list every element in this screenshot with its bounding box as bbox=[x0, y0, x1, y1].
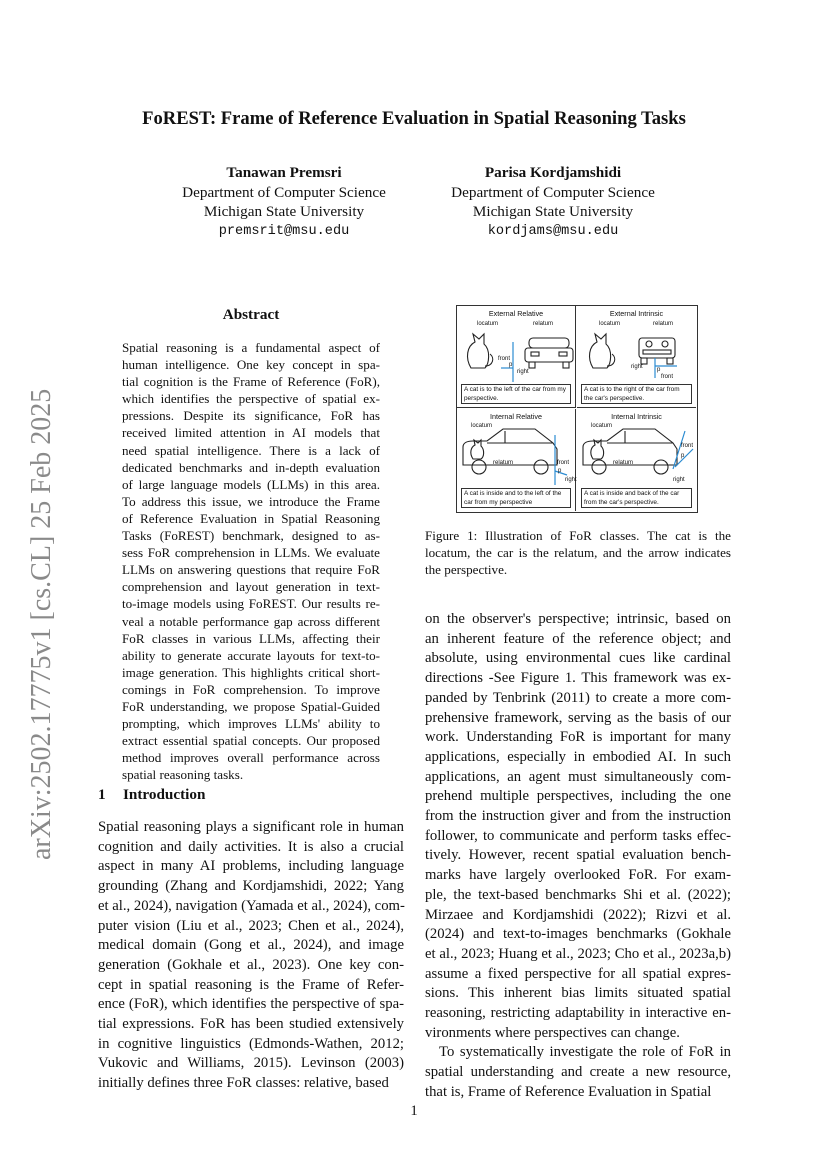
relatum-label: relatum bbox=[493, 460, 514, 466]
text-line: comprehension and layout generation in text- bbox=[122, 579, 380, 595]
text-line: To systematically investigate the role of FoR in bbox=[439, 1044, 731, 1061]
text-line: which identifies the perspective of spatial ex- bbox=[122, 391, 380, 407]
author-dept: Department of Computer Science bbox=[451, 183, 655, 201]
text-line: need spatial intelligence. There is a lack of bbox=[122, 442, 380, 458]
text-line: et al., 2023; Huang et al., 2023; Cho et al., 2023a,b) bbox=[425, 945, 731, 962]
section-title: Introduction bbox=[123, 786, 206, 803]
text-line: spatial understanding and create a new resource, bbox=[425, 1064, 731, 1081]
intro-right-column bbox=[425, 610, 731, 1103]
text-line: reasoning, restricting adaptability in interactive en- bbox=[425, 1005, 731, 1022]
relatum-label: relatum bbox=[613, 460, 634, 466]
text-line: panded by Tenbrink (2011) to create a more com- bbox=[425, 689, 731, 706]
locatum-label: locatum bbox=[591, 423, 613, 429]
text-line: dedicated benchmarks and in-depth evaluation bbox=[122, 459, 380, 475]
text-line: received limited attention in AI models that bbox=[122, 425, 380, 441]
intro-left-column bbox=[98, 818, 404, 1094]
author-univ: Michigan State University bbox=[203, 203, 365, 220]
text-line: et al., 2024), navigation (Yamada et al., 2024), com- bbox=[98, 897, 405, 914]
panel-title: External Relative bbox=[488, 309, 544, 318]
text-line: work. Understanding FoR is important for many bbox=[425, 729, 731, 746]
author-name: Tanawan Premsri bbox=[226, 164, 342, 181]
p-label: p bbox=[558, 468, 562, 474]
locatum-label: locatum bbox=[477, 321, 499, 327]
panel-caption: A cat is to the left of the car from my perspective. bbox=[461, 384, 571, 404]
text-line: initially defines three FoR classes: relative, based bbox=[98, 1075, 389, 1092]
front-label: front bbox=[681, 443, 694, 449]
text-line: spatial reasoning tasks. bbox=[122, 767, 244, 783]
text-line: aspect in many AI problems, including language bbox=[98, 858, 404, 875]
page-number: 1 bbox=[410, 1103, 418, 1119]
panel-external-intrinsic bbox=[577, 306, 696, 408]
text-line: FoR understanding, we propose Spatial-Guided bbox=[122, 698, 380, 714]
text-line: To address this issue, we introduce the Frame bbox=[122, 493, 380, 509]
panel-title: Internal Intrinsic bbox=[611, 412, 662, 421]
text-line: Spatial reasoning plays a significant role in human bbox=[98, 819, 404, 835]
text-line: in cognitive linguistics (Edmonds-Wathen, 2012; bbox=[98, 1035, 404, 1052]
text-line: image generation. This highlights critical short- bbox=[122, 664, 380, 680]
text-line: Mirzaee and Kordjamshidi (2022); Rizvi et al. bbox=[425, 906, 731, 923]
paper-title: FoREST: Frame of Reference Evaluation in Spatial Reasoning Tasks bbox=[142, 108, 686, 129]
text-line: ability to generate accurate layouts for text-to- bbox=[122, 647, 380, 663]
cat-and-car-drawing bbox=[577, 306, 696, 386]
text-line: applications, an agent must simultaneously com- bbox=[425, 768, 731, 785]
right-label: right bbox=[631, 364, 643, 370]
text-line: prehensive framework, serving as the basis of our bbox=[425, 709, 731, 726]
text-line: generation (Gokhale et al., 2023). One key con- bbox=[98, 956, 404, 973]
abstract-body bbox=[122, 339, 380, 783]
locatum-label: locatum bbox=[599, 321, 621, 327]
text-line: cognition and daily activities. It is also a crucial bbox=[98, 838, 404, 855]
text-line: human intelligence. One key concept in spa- bbox=[122, 357, 380, 373]
panel-title: External Intrinsic bbox=[609, 309, 664, 318]
section-number: 1 bbox=[98, 786, 106, 803]
text-line: grounding (Zhang and Kordjamshidi, 2022; Yang bbox=[98, 878, 404, 895]
locatum-label: locatum bbox=[471, 423, 493, 429]
abstract-heading: Abstract bbox=[222, 306, 280, 323]
text-line: of large language models (LLMs) in this area. bbox=[122, 476, 380, 492]
text-line: locatum, the car is the relatum, and the arrow indicates bbox=[425, 545, 731, 561]
panel-external-relative bbox=[457, 306, 576, 408]
author-2 bbox=[423, 163, 683, 241]
text-line: follower, to communicate and perform tasks effec- bbox=[425, 827, 731, 844]
text-line: from the instruction giver and from the instruction bbox=[425, 808, 731, 825]
text-line: cept in spatial reasoning is the Frame of Refer- bbox=[98, 976, 404, 993]
panel-caption: A cat is to the right of the car from the car's perspective. bbox=[581, 384, 692, 404]
p-label: p bbox=[681, 453, 685, 459]
text-line: veal a notable performance gap across different bbox=[122, 613, 380, 629]
panel-caption: A cat is inside and back of the car from the car's perspective. bbox=[581, 488, 692, 508]
panel-internal-relative bbox=[457, 409, 576, 511]
section-heading bbox=[98, 786, 205, 804]
relatum-label: relatum bbox=[653, 321, 674, 327]
front-label: front bbox=[661, 374, 674, 380]
text-line: an inherent feature of the reference object; and bbox=[425, 630, 731, 647]
text-line: directions -See Figure 1. This framework was ex- bbox=[425, 670, 731, 687]
text-line: tial cognition is the Frame of Reference (FoR), bbox=[122, 374, 380, 390]
author-name: Parisa Kordjamshidi bbox=[484, 164, 622, 181]
text-line: Vukovic and Williams, 2015). Levinson (2003) bbox=[98, 1055, 404, 1072]
author-email[interactable]: kordjams@msu.edu bbox=[487, 223, 619, 239]
panel-internal-intrinsic bbox=[577, 409, 696, 511]
text-line: pressions. Despite its significance, FoR has bbox=[122, 408, 380, 424]
right-label: right bbox=[517, 369, 529, 375]
text-line: ple, the text-based benchmarks Shi et al. (2022); bbox=[425, 886, 731, 903]
text-line: prompting, which improves LLMs' ability to bbox=[122, 716, 380, 732]
text-line: LLMs on answering questions that require FoR bbox=[122, 562, 380, 578]
p-label: p bbox=[509, 362, 513, 368]
figure-caption bbox=[425, 527, 731, 578]
text-line: assume a fixed perspective for all spatial expres- bbox=[425, 965, 731, 982]
author-dept: Department of Computer Science bbox=[182, 183, 386, 201]
text-line: comings in FoR comprehension. To improve bbox=[122, 681, 380, 697]
text-line: FoR classes in various LLMs, affecting their bbox=[122, 630, 380, 646]
figure-1 bbox=[456, 305, 698, 513]
text-line: of Reference Evaluation in Spatial Reasoning bbox=[122, 510, 380, 526]
front-label: front bbox=[557, 460, 570, 466]
text-line: prehend multiple perspectives, including the one bbox=[425, 788, 731, 805]
text-line: Figure 1: Illustration of FoR classes. The cat is the bbox=[425, 528, 731, 543]
text-line: sions. This inherent bias limits situated spatial bbox=[425, 985, 731, 1002]
front-label: front bbox=[498, 356, 511, 362]
text-line: sess FoR comprehension in LLMs. We evaluate bbox=[122, 545, 380, 561]
relatum-label: relatum bbox=[533, 321, 554, 327]
right-label: right bbox=[673, 477, 685, 483]
p-label: p bbox=[657, 367, 661, 373]
text-line: absolute, using environmental cues like cardinal bbox=[425, 650, 731, 667]
text-line: method improves overall performance across bbox=[122, 750, 380, 766]
text-line: ence (FoR), which identifies the perspective of spa- bbox=[98, 996, 404, 1013]
text-line: tively. However, recent spatial evaluation bench- bbox=[425, 847, 731, 864]
text-line: puter vision (Liu et al., 2023; Chen et al., 2024), bbox=[98, 917, 404, 934]
text-line: tial expressions. FoR has been studied extensively bbox=[98, 1016, 404, 1033]
author-email[interactable]: premsrit@msu.edu bbox=[218, 223, 350, 239]
text-line: that is, Frame of Reference Evaluation in Spatial bbox=[425, 1083, 712, 1100]
panel-caption: A cat is inside and to the left of the car from my perspective bbox=[461, 488, 571, 508]
text-line: on the observer's perspective; intrinsic, based on bbox=[425, 611, 731, 627]
author-1 bbox=[154, 163, 414, 241]
car-with-cat-drawing bbox=[457, 409, 576, 489]
right-label: right bbox=[565, 477, 577, 483]
panel-title: Internal Relative bbox=[490, 412, 542, 421]
text-line: vironments where perspectives can change. bbox=[425, 1024, 680, 1041]
text-line: Tasks (FoREST) benchmark, designed to as- bbox=[122, 528, 380, 544]
text-line: applications, especially in embodied AI. In such bbox=[425, 748, 731, 765]
text-line: (2024) and text-to-images benchmarks (Gokhale bbox=[425, 926, 731, 943]
text-line: medical domain (Gong et al., 2024), and image bbox=[98, 937, 404, 954]
arxiv-watermark: arXiv:2502.17775v1 [cs.CL] 25 Feb 2025 bbox=[26, 388, 57, 860]
author-univ: Michigan State University bbox=[472, 203, 634, 220]
text-line: the perspective. bbox=[425, 562, 508, 578]
text-line: marks have largely overlooked FoR. For exam- bbox=[425, 867, 731, 884]
text-line: to-image models using FoREST. Our results re- bbox=[122, 596, 380, 612]
text-line: Spatial reasoning is a fundamental aspect of bbox=[122, 340, 380, 355]
text-line: extract essential spatial concepts. Our proposed bbox=[122, 733, 380, 749]
